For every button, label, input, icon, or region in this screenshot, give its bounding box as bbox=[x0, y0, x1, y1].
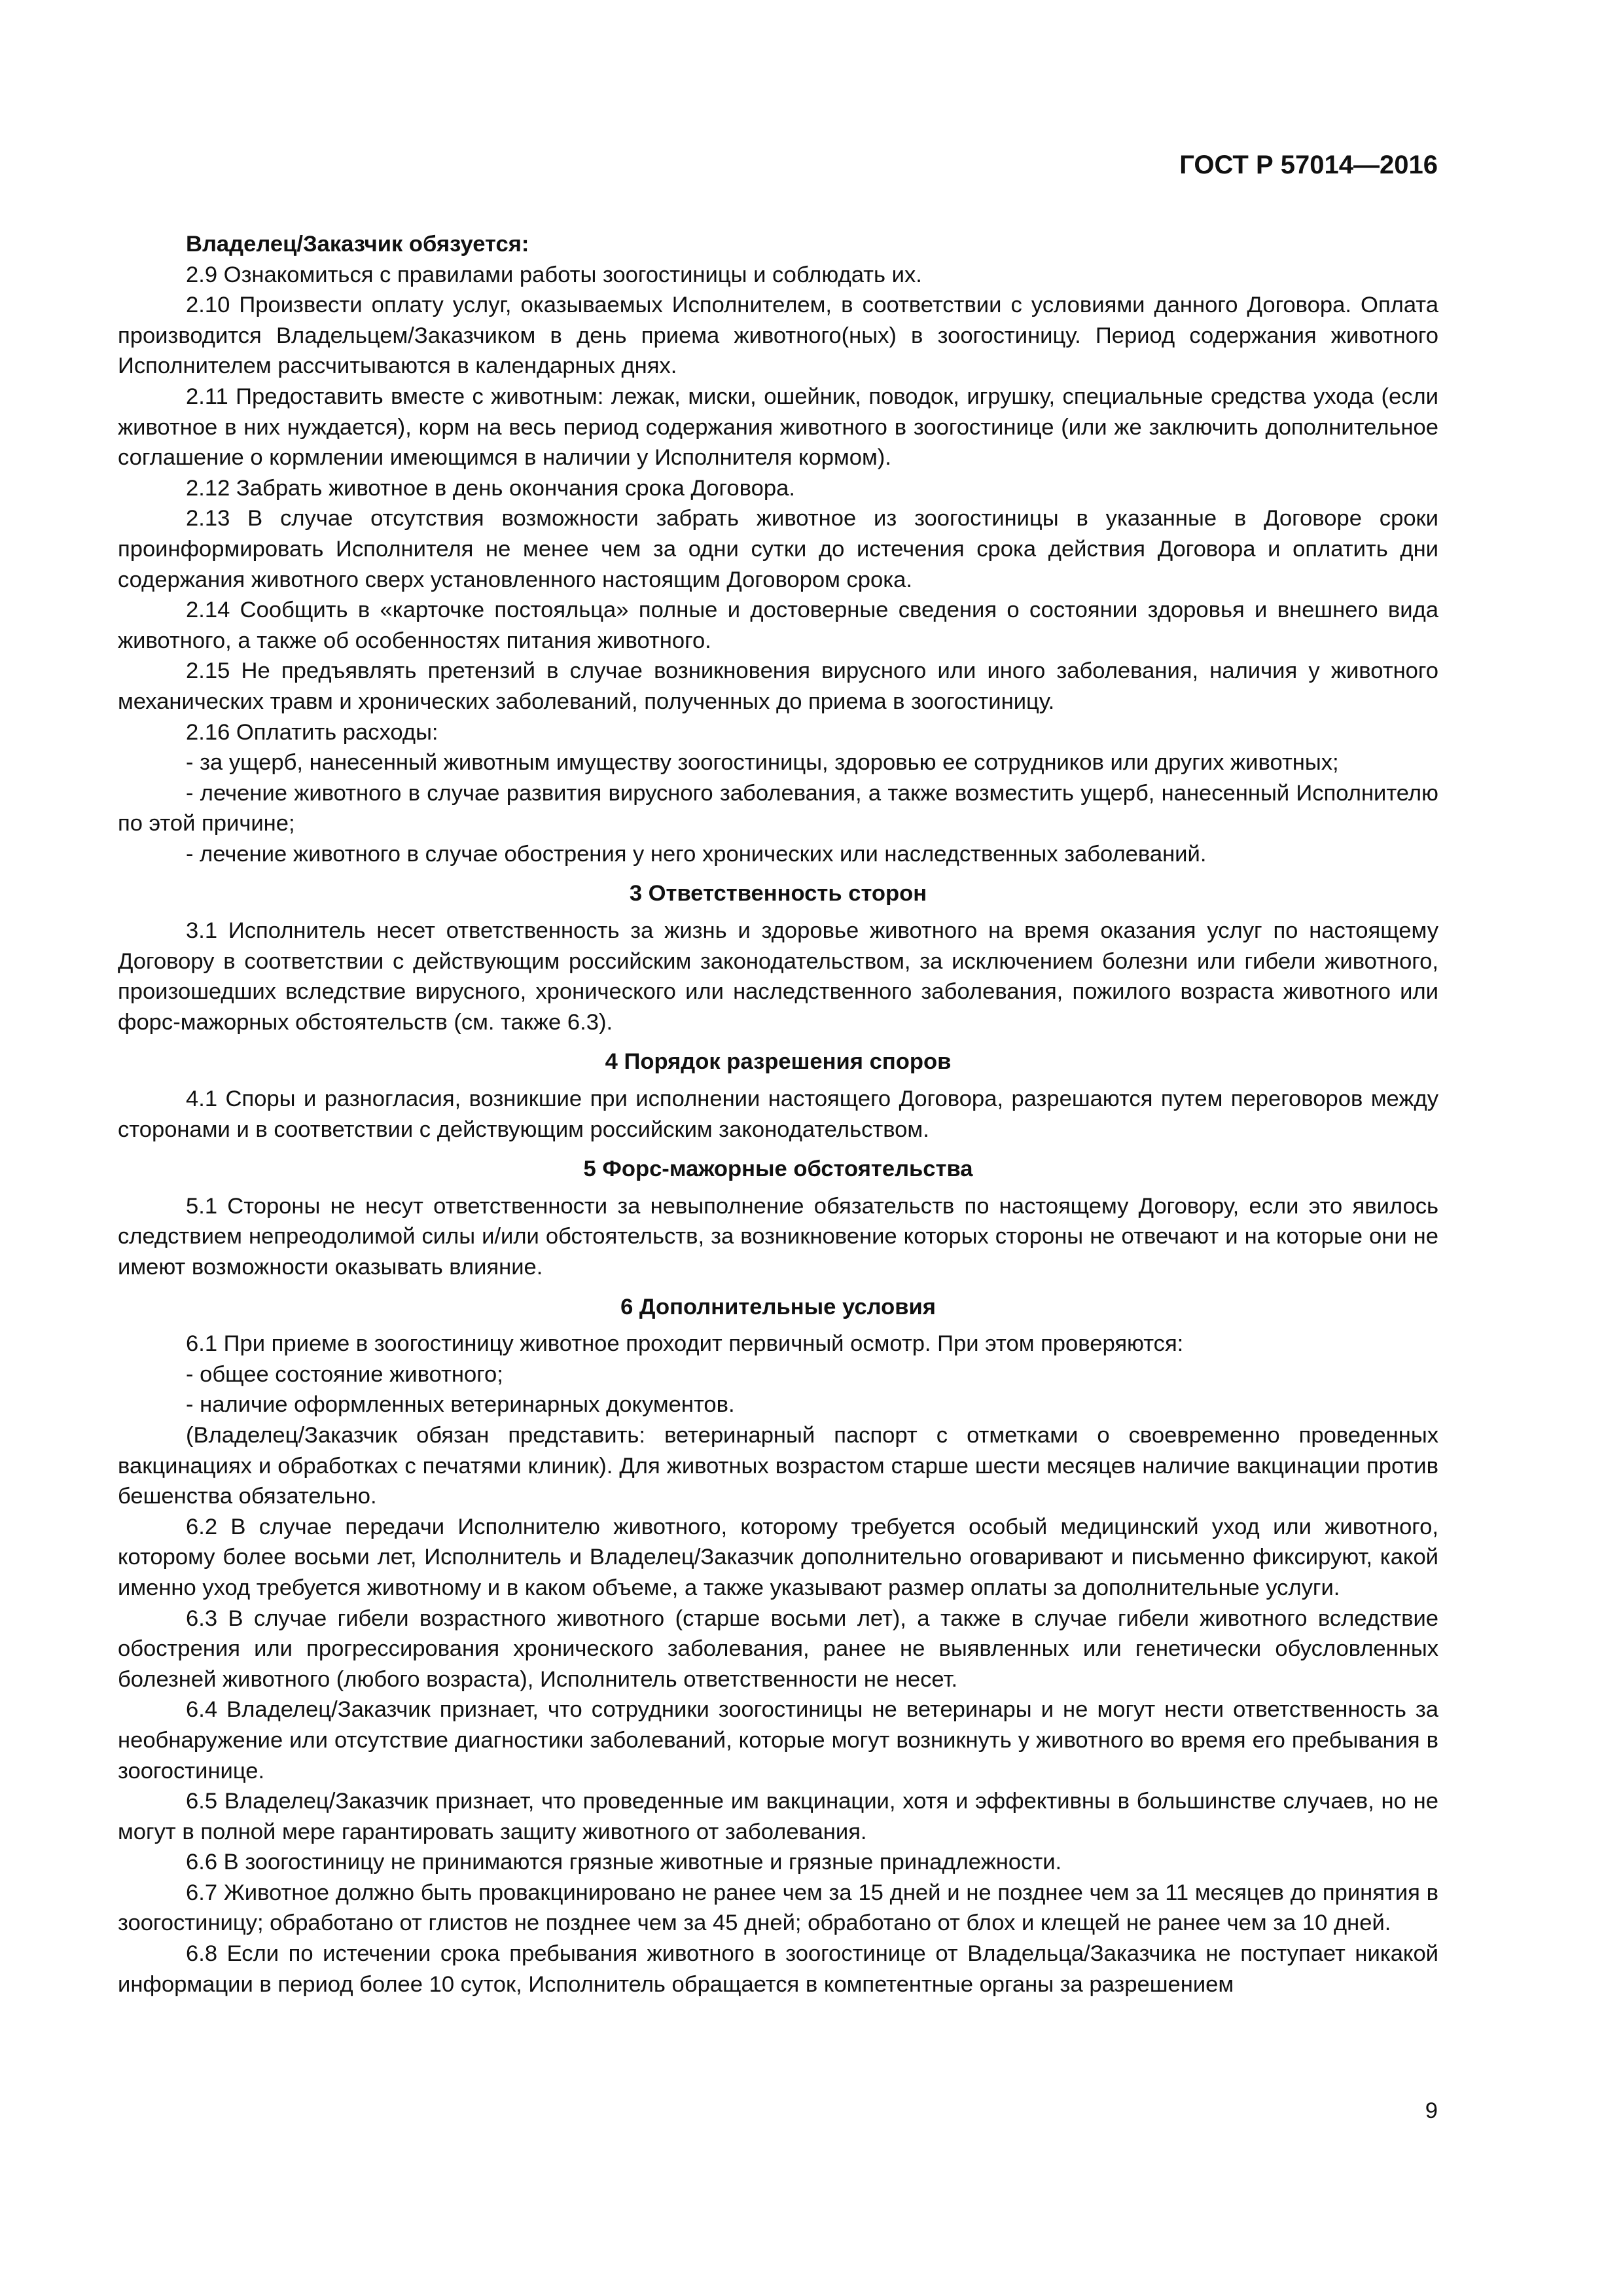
section-5-heading: 5 Форс-мажорные обстоятельства bbox=[583, 1157, 973, 1182]
clause-6-3: 6.3 В случае гибели возрастного животного (старше восьми лет), а также в случае гибели животного вследствие обострения или прогрессирования хронического заболевания, ранее не выявленных или генетически обусловленных болезней животного (любого возраста), Исполнитель ответственности не несет. bbox=[118, 1605, 1438, 1692]
clause-2-9: 2.9 Ознакомиться с правилами работы зоогостиницы и соблюдать их. bbox=[186, 262, 922, 287]
clause-6-1-item-general: - общее состояние животного; bbox=[186, 1361, 503, 1387]
document-body bbox=[118, 229, 1438, 2000]
clause-2-16: 2.16 Оплатить расходы: bbox=[186, 719, 438, 745]
section-6-heading: 6 Дополнительные условия bbox=[620, 1294, 936, 1319]
clause-5-1: 5.1 Стороны не несут ответственности за невыполнение обязательств по настоящему Договору, если это явилось следствием непреодолимой силы и/или обстоятельств, за возникновение которых стороны не отвечают и на которые они не имеют возможности оказывать влияние. bbox=[118, 1193, 1438, 1280]
clause-2-16-item-damage: - за ущерб, нанесенный животным имуществу зоогостиницы, здоровью ее сотрудников или других животных; bbox=[186, 750, 1339, 776]
clause-2-16-item-chronic: - лечение животного в случае обострения у него хронических или наследственных заболеваний. bbox=[186, 841, 1207, 867]
clause-2-13: 2.13 В случае отсутствия возможности забрать животное из зоогостиницы в указанные в Договоре сроки проинформировать Исполнителя не менее чем за одни сутки до истечения срока действия Договора и оплатить дни содержания животного сверх установленного настоящим Договором срока. bbox=[118, 506, 1438, 592]
clause-6-8: 6.8 Если по истечении срока пребывания животного в зоогостинице от Владельца/Заказчика не поступает никакой информации в период более 10 суток, Исполнитель обращается в компетентные органы за разрешением bbox=[118, 1941, 1438, 1997]
clause-2-12: 2.12 Забрать животное в день окончания срока Договора. bbox=[186, 475, 795, 501]
clause-6-4: 6.4 Владелец/Заказчик признает, что сотрудники зоогостиницы не ветеринары и не могут нести ответственность за необнаружение или отсутствие диагностики заболеваний, которые могут возникнуть у животного во время его пребывания в зоогостинице. bbox=[118, 1697, 1438, 1784]
clause-2-11: 2.11 Предоставить вместе с животным: лежак, миски, ошейник, поводок, игрушку, специальные средства ухода (если животное в них нуждается), корм на весь период содержания животного в зоогостинице (или же заключить дополнительное соглашение о кормлении имеющимся в наличии у Исполнителя кормом). bbox=[118, 384, 1438, 471]
clause-6-7: 6.7 Животное должно быть провакцинировано не ранее чем за 15 дней и не позднее чем за 11 месяцев до принятия в зоогостиницу; обработано от глистов не позднее чем за 45 дней; обработано от блох и клещей не ранее чем за 10 дней. bbox=[118, 1880, 1438, 1936]
clause-6-6: 6.6 В зоогостиницу не принимаются грязные животные и грязные принадлежности. bbox=[186, 1850, 1062, 1875]
clause-2-15: 2.15 Не предъявлять претензий в случае возникновения вирусного или иного заболевания, наличия у животного механических травм и хронических заболеваний, полученных до приема в зоогостиницу. bbox=[118, 658, 1438, 714]
clause-6-1-note: (Владелец/Заказчик обязан представить: ветеринарный паспорт с отметками о своевременно проведенных вакцинациях и обработках с печатями клиник). Для животных возрастом старше шести месяцев наличие вакцинации против бешенства обязательно. bbox=[118, 1422, 1438, 1509]
clause-6-5: 6.5 Владелец/Заказчик признает, что проведенные им вакцинации, хотя и эффективны в большинстве случаев, но не могут в полной мере гарантировать защиту животного от заболевания. bbox=[118, 1789, 1438, 1844]
clause-3-1: 3.1 Исполнитель несет ответственность за жизнь и здоровье животного на время оказания услуг по настоящему Договору в соответствии с действующим российским законодательством, за исключением болезни или гибели животного, произошедших вследствие вирусного, хронического или наследственного заболевания, пожилого возраста животного или форс-мажорных обстоятельств (см. также 6.3). bbox=[118, 918, 1438, 1035]
section-3-heading: 3 Ответственность сторон bbox=[629, 881, 927, 906]
owner-obligations-title: Владелец/Заказчик обязуется: bbox=[186, 232, 529, 257]
page-number: 9 bbox=[1425, 2098, 1438, 2123]
clause-2-14: 2.14 Сообщить в «карточке постояльца» полные и достоверные сведения о состоянии здоровья и внешнего вида животного, а также об особенностях питания животного. bbox=[118, 598, 1438, 653]
clause-6-1: 6.1 При приеме в зоогостиницу животное проходит первичный осмотр. При этом проверяются: bbox=[186, 1331, 1184, 1357]
section-4-heading: 4 Порядок разрешения споров bbox=[605, 1049, 952, 1075]
document-code: ГОСТ Р 57014—2016 bbox=[1179, 151, 1438, 179]
clause-2-16-item-viral: - лечение животного в случае развития вирусного заболевания, а также возместить ущерб, нанесенный Исполнителю по этой причине; bbox=[118, 780, 1438, 836]
clause-4-1: 4.1 Споры и разногласия, возникшие при исполнении настоящего Договора, разрешаются путем переговоров между сторонами и в соответствии с действующим российским законодательством. bbox=[118, 1086, 1438, 1142]
clause-2-10: 2.10 Произвести оплату услуг, оказываемых Исполнителем, в соответствии с условиями данного Договора. Оплата производится Владельцем/Заказчиком в день приема животного(ных) в зоогостиницу. Период содержания животного Исполнителем рассчитываются в календарных днях. bbox=[118, 293, 1438, 379]
clause-6-1-item-documents: - наличие оформленных ветеринарных документов. bbox=[186, 1392, 735, 1418]
clause-6-2: 6.2 В случае передачи Исполнителю животного, которому требуется особый медицинский уход или животного, которому более восьми лет, Исполнитель и Владелец/Заказчик дополнительно оговаривают и письменно фиксируют, какой именно уход требуется животному и в каком объеме, а также указывают размер оплаты за дополнительные услуги. bbox=[118, 1514, 1438, 1600]
